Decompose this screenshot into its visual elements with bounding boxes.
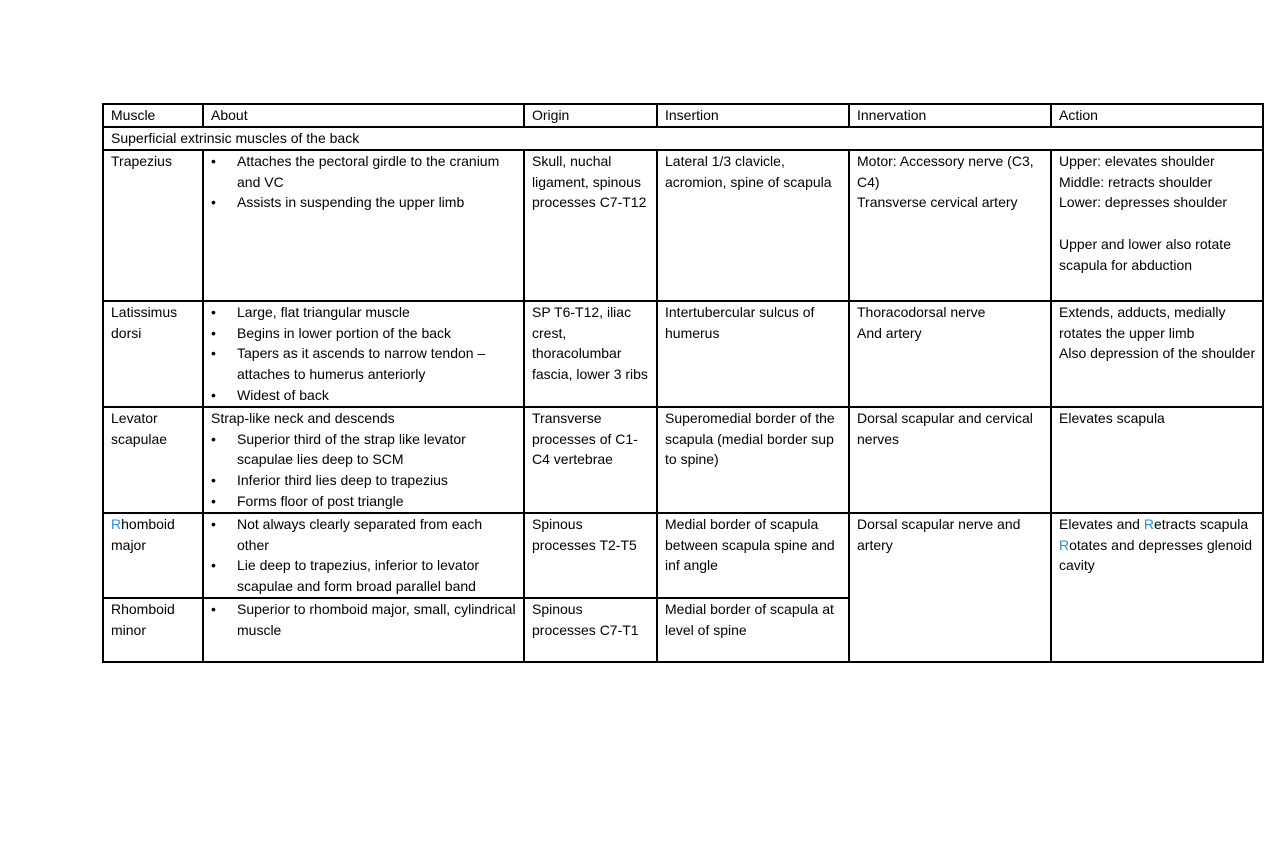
bullet-icon: •: [211, 194, 216, 211]
muscle-name-rest: homboid major: [111, 515, 175, 553]
bullet-text: Forms floor of post triangle: [237, 492, 404, 509]
list-item: [211, 555, 517, 597]
bullet-icon: •: [211, 515, 216, 532]
insertion-cell: Intertubercular sulcus of humerus: [657, 301, 849, 407]
origin-cell: Spinous processes T2-T5: [524, 513, 657, 598]
innervation-cell: [849, 301, 1051, 407]
header-origin: Origin: [524, 104, 657, 127]
bullet-icon: •: [211, 303, 216, 320]
bullet-icon: •: [211, 600, 216, 617]
about-cell: [203, 150, 524, 301]
bullet-icon: •: [211, 557, 216, 574]
origin-cell: Skull, nuchal ligament, spinous processes C7-T12: [524, 150, 657, 301]
action-text: Elevates and: [1059, 515, 1144, 532]
origin-cell: Transverse processes of C1-C4 vertebrae: [524, 407, 657, 513]
blank-line: [1059, 213, 1256, 234]
muscle-name: [103, 513, 203, 598]
table-header-row: [103, 104, 1263, 127]
muscle-initial-letter: R: [111, 515, 122, 532]
bullet-icon: •: [211, 472, 216, 489]
about-bullet-list: [211, 599, 517, 641]
bullet-text: Superior third of the strap like levator scapulae lies deep to SCM: [237, 430, 466, 468]
header-about: About: [203, 104, 524, 127]
section-row: [103, 127, 1263, 150]
bullet-icon: •: [211, 345, 216, 362]
about-cell: [203, 301, 524, 407]
list-item: [211, 302, 517, 323]
bullet-text: Inferior third lies deep to trapezius: [237, 472, 448, 489]
bullet-text: Attaches the pectoral girdle to the cranium and VC: [237, 152, 500, 190]
table-row: [103, 407, 1263, 513]
innervation-line: And artery: [857, 324, 922, 341]
origin-cell: SP T6-T12, iliac crest, thoracolumbar fascia, lower 3 ribs: [524, 301, 657, 407]
table-row: [103, 301, 1263, 407]
action-cell: [1051, 150, 1263, 301]
about-cell: [203, 513, 524, 598]
innervation-cell: Dorsal scapular and cervical nerves: [849, 407, 1051, 513]
bullet-text: Lie deep to trapezius, inferior to levator scapulae and form broad parallel band: [237, 557, 480, 595]
list-item: [211, 192, 517, 213]
bullet-icon: •: [211, 386, 216, 403]
action-accent-letter: R: [1059, 536, 1070, 553]
insertion-cell: Lateral 1/3 clavicle, acromion, spine of scapula: [657, 150, 849, 301]
action-line: Upper and lower also rotate scapula for abduction: [1059, 235, 1231, 273]
action-cell: Elevates scapula: [1051, 407, 1263, 513]
bullet-icon: •: [211, 324, 216, 341]
header-action: Action: [1051, 104, 1263, 127]
list-item: [211, 343, 517, 385]
list-item: [211, 599, 517, 641]
header-insertion: Insertion: [657, 104, 849, 127]
bullet-text: Not always clearly separated from each other: [237, 515, 483, 553]
list-item: [211, 385, 517, 406]
action-text: etracts scapula: [1153, 515, 1249, 532]
innervation-line: Transverse cervical artery: [857, 194, 1018, 211]
bullet-text: Superior to rhomboid major, small, cylindrical muscle: [237, 600, 516, 638]
list-item: [211, 429, 517, 471]
table-row: [103, 513, 1263, 598]
about-bullet-list: [211, 429, 517, 512]
bullet-icon: •: [211, 430, 216, 447]
list-item: [211, 491, 517, 512]
insertion-cell: Medial border of scapula between scapula spine and inf angle: [657, 513, 849, 598]
header-muscle: Muscle: [103, 104, 203, 127]
section-title: Superficial extrinsic muscles of the back: [103, 127, 1263, 150]
about-bullet-list: [211, 151, 517, 213]
about-bullet-list: [211, 302, 517, 406]
action-cell: [1051, 513, 1263, 662]
list-item: [211, 323, 517, 344]
bullet-icon: •: [211, 152, 216, 169]
innervation-cell: Dorsal scapular nerve and artery: [849, 513, 1051, 662]
innervation-line: Motor: Accessory nerve (C3, C4): [857, 152, 1034, 190]
header-innervation: Innervation: [849, 104, 1051, 127]
bullet-text: Widest of back: [237, 386, 329, 403]
insertion-cell: Superomedial border of the scapula (medial border sup to spine): [657, 407, 849, 513]
bullet-text: Large, flat triangular muscle: [237, 303, 410, 320]
about-cell: [203, 407, 524, 513]
action-line: Upper: elevates shoulder: [1059, 152, 1215, 169]
action-line: Extends, adducts, medially rotates the upper limb: [1059, 303, 1226, 341]
muscle-name: Rhomboid minor: [103, 598, 203, 662]
muscle-name: Trapezius: [103, 150, 203, 301]
action-accent-letter: R: [1143, 515, 1154, 532]
list-item: [211, 151, 517, 193]
about-cell: [203, 598, 524, 662]
bullet-text: Begins in lower portion of the back: [237, 324, 452, 341]
bullet-icon: •: [211, 492, 216, 509]
action-text: otates and depresses glenoid cavity: [1059, 536, 1253, 574]
muscles-table: [102, 103, 1264, 663]
bullet-text: Assists in suspending the upper limb: [237, 194, 465, 211]
origin-cell: Spinous processes C7-T1: [524, 598, 657, 662]
action-line: Also depression of the shoulder: [1059, 345, 1256, 362]
action-line: Lower: depresses shoulder: [1059, 194, 1228, 211]
about-bullet-list: [211, 514, 517, 597]
about-intro: Strap-like neck and descends: [211, 409, 395, 426]
innervation-line: Thoracodorsal nerve: [857, 303, 986, 320]
action-line: Middle: retracts shoulder: [1059, 173, 1213, 190]
action-cell: [1051, 301, 1263, 407]
list-item: [211, 514, 517, 556]
bullet-text: Tapers as it ascends to narrow tendon – attaches to humerus anteriorly: [237, 345, 486, 383]
innervation-cell: [849, 150, 1051, 301]
insertion-cell: Medial border of scapula at level of spine: [657, 598, 849, 662]
muscle-name: Latissimus dorsi: [103, 301, 203, 407]
list-item: [211, 470, 517, 491]
muscle-name: Levator scapulae: [103, 407, 203, 513]
table-row: [103, 150, 1263, 301]
